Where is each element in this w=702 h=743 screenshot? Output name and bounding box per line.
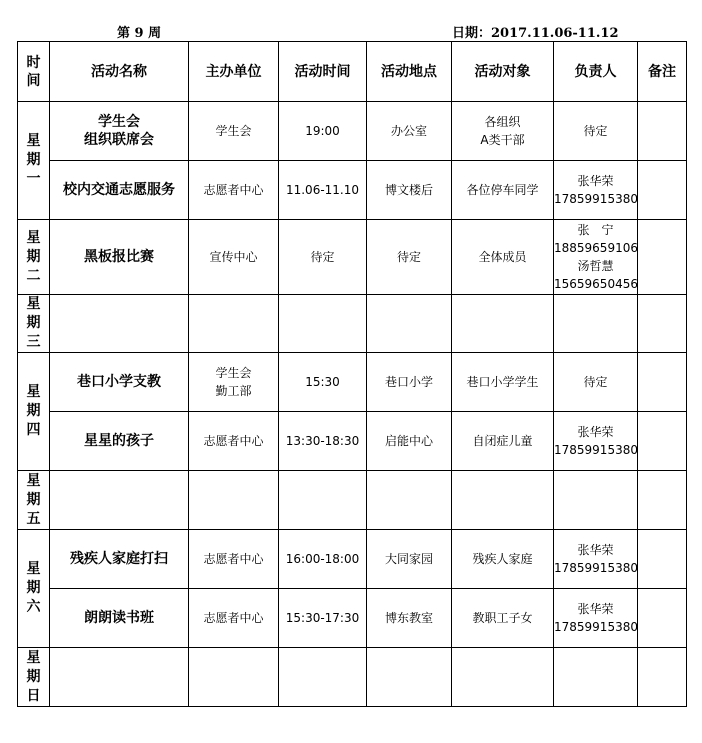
empty-cell — [50, 295, 189, 353]
leader: 待定 — [554, 353, 638, 412]
empty-cell — [554, 295, 638, 353]
activity-name: 星星的孩子 — [50, 412, 189, 471]
col-header-place: 活动地点 — [367, 42, 452, 102]
schedule-table — [17, 41, 687, 707]
col-header-activity-time: 活动时间 — [279, 42, 367, 102]
table-row — [18, 102, 687, 161]
col-header-leader: 负责人 — [554, 42, 638, 102]
place: 办公室 — [367, 102, 452, 161]
empty-cell — [50, 648, 189, 707]
activity-time: 19:00 — [279, 102, 367, 161]
day-cell-sat: 星期六 — [18, 530, 50, 648]
activity-time: 15:30-17:30 — [279, 589, 367, 648]
note — [638, 530, 687, 589]
table-row — [18, 220, 687, 295]
table-row — [18, 648, 687, 707]
col-header-organizer: 主办单位 — [189, 42, 279, 102]
table-row — [18, 471, 687, 530]
target: 各位停车同学 — [452, 161, 554, 220]
organizer: 学生会 — [189, 102, 279, 161]
activity-name: 学生会 组织联席会 — [50, 102, 189, 161]
activity-name: 残疾人家庭打扫 — [50, 530, 189, 589]
empty-cell — [638, 295, 687, 353]
note — [638, 161, 687, 220]
activity-time: 13:30-18:30 — [279, 412, 367, 471]
empty-cell — [452, 471, 554, 530]
col-header-note: 备注 — [638, 42, 687, 102]
organizer: 志愿者中心 — [189, 530, 279, 589]
table-row — [18, 530, 687, 589]
week-label: 第 9 周 — [117, 26, 162, 41]
empty-cell — [367, 648, 452, 707]
empty-cell — [452, 295, 554, 353]
activity-name: 黑板报比赛 — [50, 220, 189, 295]
organizer: 志愿者中心 — [189, 412, 279, 471]
empty-cell — [638, 471, 687, 530]
col-header-time: 时间 — [18, 42, 50, 102]
activity-name: 朗朗读书班 — [50, 589, 189, 648]
target: 全体成员 — [452, 220, 554, 295]
day-cell-wed: 星期三 — [18, 295, 50, 353]
place: 博东教室 — [367, 589, 452, 648]
leader: 张华荣 17859915380 — [554, 530, 638, 589]
empty-cell — [279, 295, 367, 353]
empty-cell — [554, 471, 638, 530]
note — [638, 102, 687, 161]
activity-time: 16:00-18:00 — [279, 530, 367, 589]
empty-cell — [367, 471, 452, 530]
target: 教职工子女 — [452, 589, 554, 648]
activity-time: 15:30 — [279, 353, 367, 412]
target: 残疾人家庭 — [452, 530, 554, 589]
activity-time: 待定 — [279, 220, 367, 295]
target: 各组织 A类干部 — [452, 102, 554, 161]
leader: 待定 — [554, 102, 638, 161]
place: 大同家园 — [367, 530, 452, 589]
table-header-row — [18, 42, 687, 102]
col-header-activity: 活动名称 — [50, 42, 189, 102]
leader: 张 宁 18859659106 汤哲慧 15659650456 — [554, 220, 638, 295]
table-row — [18, 589, 687, 648]
day-cell-sun: 星期日 — [18, 648, 50, 707]
empty-cell — [279, 471, 367, 530]
place: 博文楼后 — [367, 161, 452, 220]
leader: 张华荣 17859915380 — [554, 412, 638, 471]
organizer: 宣传中心 — [189, 220, 279, 295]
empty-cell — [638, 648, 687, 707]
empty-cell — [189, 648, 279, 707]
organizer: 学生会 勤工部 — [189, 353, 279, 412]
table-row — [18, 353, 687, 412]
day-cell-fri: 星期五 — [18, 471, 50, 530]
empty-cell — [279, 648, 367, 707]
activity-time: 11.06-11.10 — [279, 161, 367, 220]
empty-cell — [554, 648, 638, 707]
leader: 张华荣 17859915380 — [554, 161, 638, 220]
organizer: 志愿者中心 — [189, 161, 279, 220]
table-row — [18, 161, 687, 220]
place: 待定 — [367, 220, 452, 295]
empty-cell — [452, 648, 554, 707]
activity-name: 巷口小学支教 — [50, 353, 189, 412]
empty-cell — [50, 471, 189, 530]
day-cell-tue: 星期二 — [18, 220, 50, 295]
place: 巷口小学 — [367, 353, 452, 412]
note — [638, 412, 687, 471]
target: 自闭症儿童 — [452, 412, 554, 471]
note — [638, 589, 687, 648]
organizer: 志愿者中心 — [189, 589, 279, 648]
col-header-target: 活动对象 — [452, 42, 554, 102]
table-row — [18, 412, 687, 471]
day-cell-thu: 星期四 — [18, 353, 50, 471]
note — [638, 353, 687, 412]
empty-cell — [189, 471, 279, 530]
day-cell-mon: 星期一 — [18, 102, 50, 220]
note — [638, 220, 687, 295]
activity-name: 校内交通志愿服务 — [50, 161, 189, 220]
empty-cell — [189, 295, 279, 353]
target: 巷口小学学生 — [452, 353, 554, 412]
table-row — [18, 295, 687, 353]
empty-cell — [367, 295, 452, 353]
date-range: 日期：2017.11.06-11.12 — [452, 26, 619, 41]
place: 启能中心 — [367, 412, 452, 471]
leader: 张华荣 17859915380 — [554, 589, 638, 648]
